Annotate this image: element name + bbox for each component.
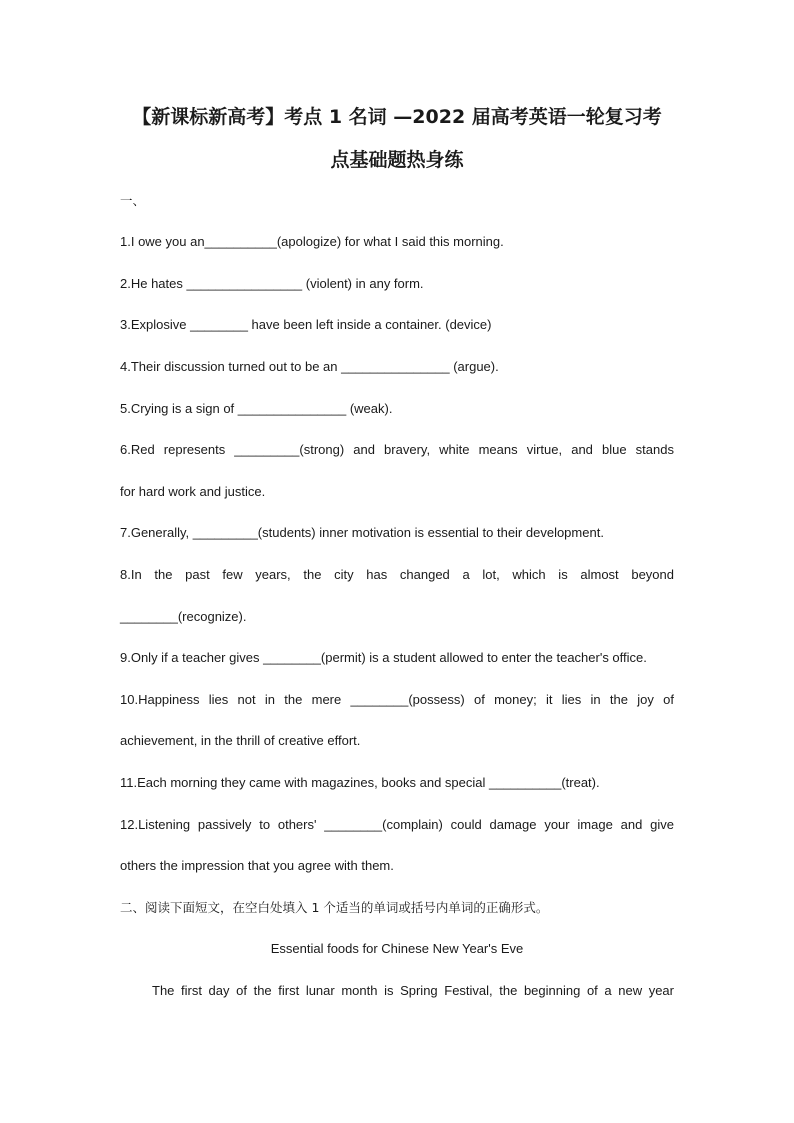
question-12-continued: others the impression that you agree with them. (120, 858, 394, 873)
passage-title: Essential foods for Chinese New Year's Eve (270, 941, 524, 956)
document-title-line-2: 点基础题热身练 (330, 149, 464, 171)
question-4: 4.Their discussion turned out to be an _______________ (argue). (120, 359, 499, 374)
question-3: 3.Explosive ________ have been left inside a container. (device) (120, 317, 492, 332)
document-title-line-1: 【新课标新高考】考点 1 名词 —2022 届高考英语一轮复习考 (132, 106, 662, 128)
passage-first-line: The first day of the first lunar month is Spring Festival, the beginning of a new year (152, 983, 674, 998)
question-11: 11.Each morning they came with magazines, books and special __________(treat). (120, 775, 600, 790)
question-5: 5.Crying is a sign of _______________ (weak). (120, 401, 393, 416)
section-2-heading: 二、阅读下面短文，在空白处填入 1 个适当的单词或括号内单词的正确形式。 (120, 900, 549, 915)
question-6-continued: for hard work and justice. (120, 484, 266, 499)
question-8: 8.In the past few years, the city has changed a lot, which is almost beyond (120, 567, 674, 582)
section-1-heading: 一、 (120, 193, 146, 208)
question-9: 9.Only if a teacher gives ________(permit) is a student allowed to enter the teacher's office. (120, 650, 647, 665)
question-6: 6.Red represents _________(strong) and bravery, white means virtue, and blue stands (120, 442, 674, 457)
question-8-continued: ________(recognize). (120, 609, 247, 624)
question-7: 7.Generally, _________(students) inner motivation is essential to their development. (120, 525, 604, 540)
question-1: 1.I owe you an__________(apologize) for what I said this morning. (120, 234, 504, 249)
question-2: 2.He hates ________________ (violent) in any form. (120, 276, 424, 291)
question-12: 12.Listening passively to others' ________(complain) could damage your image and give (120, 817, 674, 832)
question-10: 10.Happiness lies not in the mere ________(possess) of money; it lies in the joy of (120, 692, 674, 707)
question-10-continued: achievement, in the thrill of creative effort. (120, 733, 361, 748)
